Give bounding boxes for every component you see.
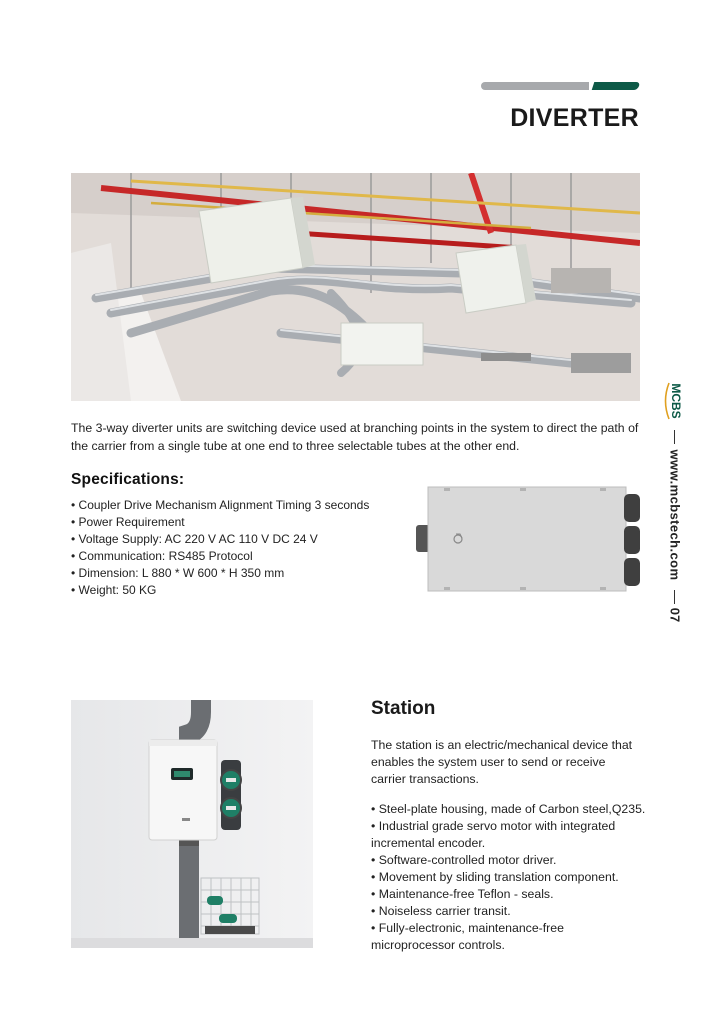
page-title: DIVERTER [510,104,639,132]
diverter-installation-photo [71,173,640,401]
spec-item: • Voltage Supply: AC 220 V AC 110 V DC 24 V [71,531,369,548]
feature-item: • Movement by sliding translation component. [371,869,646,886]
spec-item: • Dimension: L 880 * W 600 * H 350 mm [71,565,369,582]
station-heading: Station [371,698,436,719]
header-accent-bar-grey [481,82,589,90]
specifications-list [71,497,369,599]
diverter-intro: The 3-way diverter units are switching device used at branching points in the system to direct the path of the carrier from a single tube at one end to three selectable tubes at the other end. [71,421,639,453]
station-photo-illustration [71,700,313,948]
spec-item: • Weight: 50 KG [71,582,369,599]
mcbs-logo-text: MCBS [669,383,683,419]
spec-item: • Communication: RS485 Protocol [71,548,369,565]
header-accent-bar-green [592,82,641,90]
station-feature-list [371,801,646,954]
diverter-drawing [410,482,642,596]
feature-item: • Fully-electronic, maintenance-free microprocessor controls. [371,920,646,954]
side-divider [674,430,675,444]
diverter-photo-illustration [71,173,640,401]
spec-item: • Power Requirement [71,514,369,531]
diverter-drawing-illustration [410,482,642,596]
side-divider [674,590,675,604]
feature-item: • Noiseless carrier transit. [371,903,646,920]
website-url [660,447,690,582]
station-description: The station is an electric/mechanical device that enables the system user to send or receive carrier transactions. [371,738,633,786]
feature-item: • Software-controlled motor driver. [371,852,646,869]
mcbs-logo-mark [664,380,688,422]
feature-item: • Steel-plate housing, made of Carbon steel,Q235. [371,801,646,818]
mcbs-logo [664,380,688,422]
specifications-heading: Specifications: [71,471,185,488]
feature-item: • Industrial grade servo motor with integrated incremental encoder. [371,818,646,852]
page-number [660,605,690,625]
feature-item: • Maintenance-free Teflon - seals. [371,886,646,903]
spec-item: • Coupler Drive Mechanism Alignment Timing 3 seconds [71,497,369,514]
website-url-text: www.mcbstech.com [667,449,683,580]
page-number-text: 07 [667,607,683,623]
station-photo [71,700,313,948]
